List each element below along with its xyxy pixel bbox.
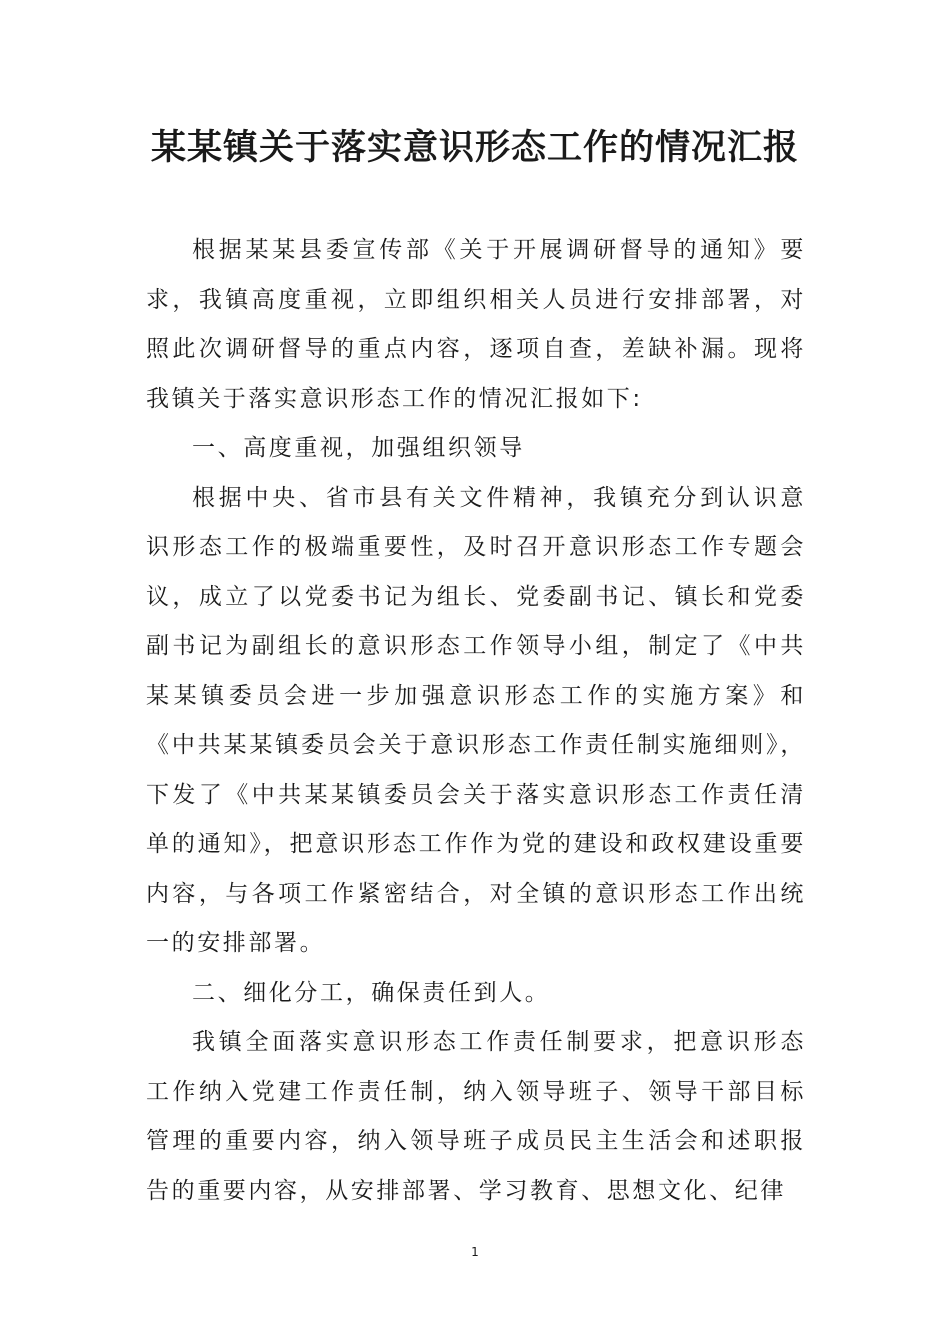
paragraph-section-1: 根据中央、省市县有关文件精神，我镇充分到认识意识形态工作的极端重要性，及时召开意识形态工作专题会议，成立了以党委书记为组长、党委副书记、镇长和党委副书记为副组长的意识形态工作领导小组，制定了《中共某某镇委员会进一步加强意识形态工作的实施方案》和《中共某某镇委员会关于意识形态工作责任制实施细则》，下发了《中共某某镇委员会关于落实意识形态工作责任清单的通知》，把意识形态工作作为党的建设和政权建设重要内容，与各项工作紧密结合，对全镇的意识形态工作出统一的安排部署。 bbox=[146, 484, 806, 956]
document-body bbox=[146, 226, 806, 1216]
section-heading-2: 二、细化分工，确保责任到人。 bbox=[192, 979, 551, 1006]
page-number: 1 bbox=[471, 1245, 479, 1259]
paragraph-section-2: 我镇全面落实意识形态工作责任制要求，把意识形态工作纳入党建工作责任制，纳入领导班子、领导干部目标管理的重要内容，纳入领导班子成员民主生活会和述职报告的重要内容，从安排部署、学习教育、思想文化、纪律 bbox=[146, 1029, 806, 1204]
document-title: 某某镇关于落实意识形态工作的情况汇报 bbox=[150, 127, 799, 168]
section-heading-1: 一、高度重视，加强组织领导 bbox=[192, 435, 525, 461]
paragraph-intro: 根据某某县委宣传部《关于开展调研督导的通知》要求，我镇高度重视，立即组织相关人员进行安排部署，对照此次调研督导的重点内容，逐项自查，差缺补漏。现将我镇关于落实意识形态工作的情况汇报如下: bbox=[146, 237, 806, 412]
